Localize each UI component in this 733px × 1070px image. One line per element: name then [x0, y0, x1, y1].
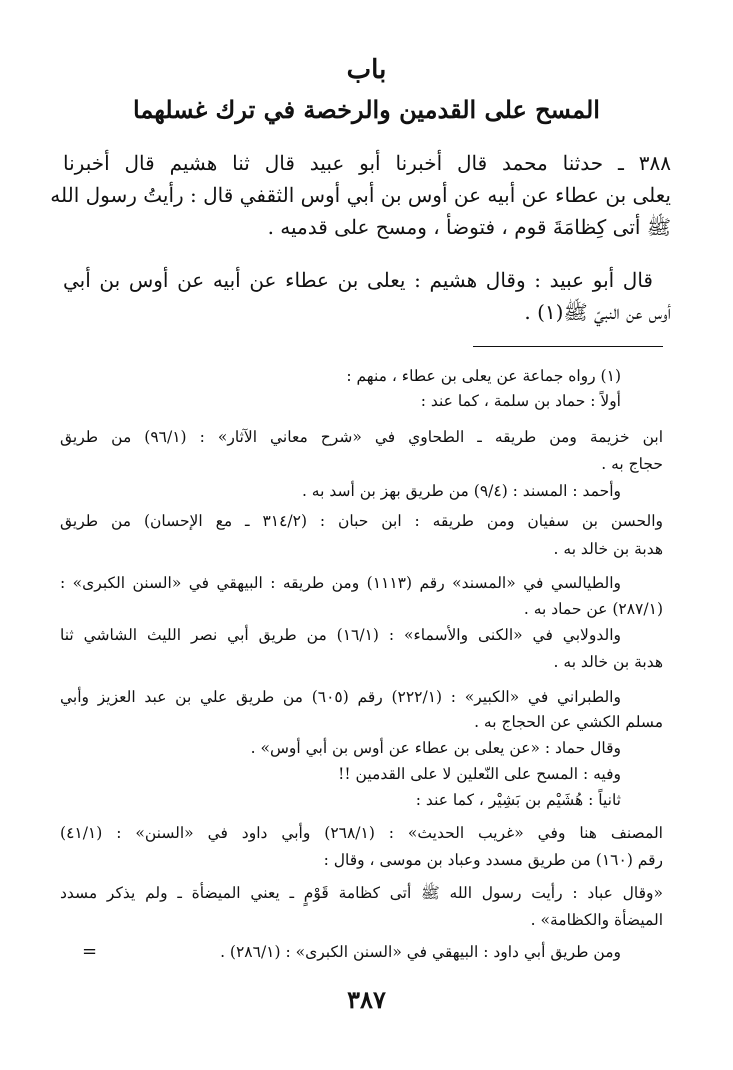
footnote-line: مسلم الكشي عن الحجاج به . [474, 713, 663, 731]
footnote-line: والحسن بن سفيان ومن طريقه : ابن حبان : (٣١٤/٢ ـ مع الإحسان) من طريق [60, 512, 664, 530]
footnote-line: هدبة بن خالد به . [553, 540, 663, 558]
footnote-continuation-mark: = [82, 941, 98, 962]
chapter-title: المسح على القدمين والرخصة في ترك غسلهما [133, 95, 600, 124]
footnote-line: الميضأة والكظامة» . [530, 911, 663, 929]
footnote-line: والطيالسي في «المسند» رقم (١١١٣) ومن طريقه : البيهقي في «السنن الكبرى» : [60, 574, 621, 592]
footnote-line: أولاً : حماد بن سلمة ، كما عند : [420, 392, 621, 410]
footnote-separator [473, 346, 663, 347]
footnote-line: وقال حماد : «عن يعلى بن عطاء عن أوس بن أبي أوس» . [250, 739, 621, 757]
footnote-line: المصنف هنا وفي «غريب الحديث» : (٢٦٨/١) وأبي داود في «السنن» : (٤١/١) [60, 824, 663, 842]
commentary-line: قال أبو عبيد : وقال هشيم : يعلى بن عطاء عن أبيه عن أوس بن أبي [63, 268, 653, 292]
footnote-line: حجاج به . [601, 455, 663, 473]
footnote-line: ابن خزيمة ومن طريقه ـ الطحاوي في «شرح معاني الآثار» : (٩٦/١) من طريق [60, 428, 663, 446]
footnote-line: ومن طريق أبي داود : البيهقي في «السنن الكبرى» : (٢٨٦/١) . [220, 943, 621, 961]
footnote-line: ثانياً : هُشَيْم بن بَشِيْر ، كما عند : [415, 791, 621, 809]
hadith-line: ﷺ أتى كِظامَةَ قوم ، فتوضأ ، ومسح على قدميه . [267, 215, 671, 239]
footnote-line: وأحمد : المسند : (٩/٤) من طريق بهز بن أسد به . [301, 482, 621, 500]
page-number: ٣٨٧ [347, 985, 386, 1014]
footnote-line: (٢٨٧/١) عن حماد به . [523, 600, 663, 618]
footnote-line: «وقال عباد : رأيت رسول الله ﷺ أتى كظامة قَوْمٍ ـ يعني الميضأة ـ ولم يذكر مسدد [60, 884, 663, 902]
hadith-line: يعلى بن عطاء عن أبيه عن أوس بن أبي أوس الثقفي قال : رأيتُ رسول الله [50, 183, 671, 207]
footnote-line: والطبراني في «الكبير» : (٢٢٢/١) رقم (٦٠٥) من طريق علي بن عبد العزيز وأبي [60, 688, 621, 706]
footnote-line: والدولابي في «الكنى والأسماء» : (١٦/١) من طريق أبي نصر الليث الشاشي ثنا [60, 626, 621, 644]
footnote-line: (١) رواه جماعة عن يعلى بن عطاء ، منهم : [346, 367, 621, 385]
chapter-heading: باب [346, 55, 387, 85]
footnote-line: هدبة بن خالد به . [553, 653, 663, 671]
commentary-line: أوس عن النبيّ ﷺ(١) . [524, 300, 671, 324]
footnote-line: رقم (١٦٠) من طريق مسدد وعباد بن موسى ، وقال : [323, 851, 663, 869]
footnote-line: وفيه : المسح على النّعلين لا على القدمين !! [338, 765, 621, 783]
hadith-line: ٣٨٨ ـ حدثنا محمد قال أخبرنا أبو عبيد قال ثنا هشيم قال أخبرنا [63, 151, 671, 175]
